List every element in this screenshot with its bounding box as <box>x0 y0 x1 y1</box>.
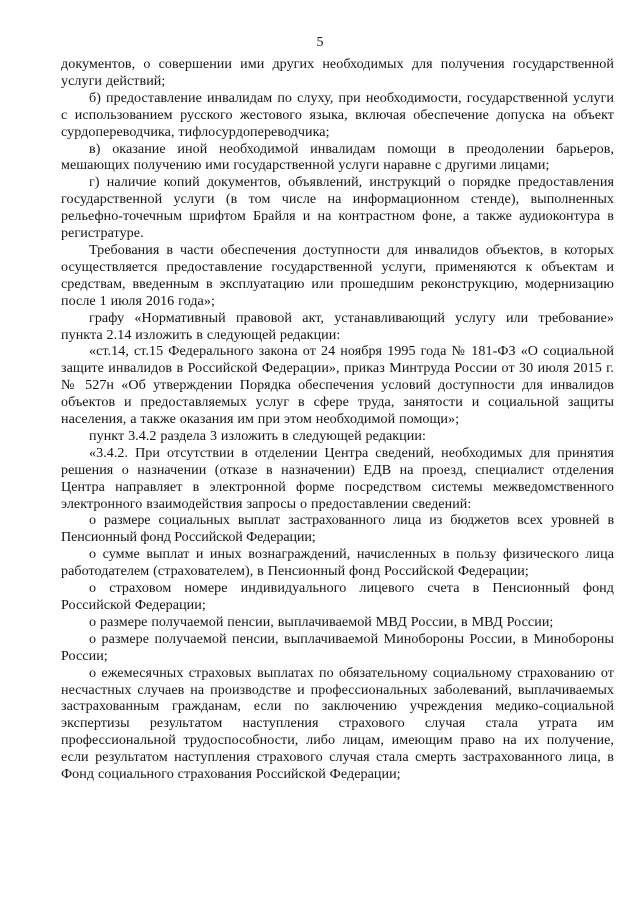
paragraph-request-defense-pension: о размере получаемой пенсии, выплачиваемой Минобороны России, в Минобороны России; <box>61 630 614 664</box>
paragraph-clause-3-4-2: «3.4.2. При отсутствии в отделении Центра сведений, необходимых для принятия решения о назначении (отказе в назначении) ЕДВ на проезд, специалист отделения Центра направляет в электронной форме посредством системы межведомственного электронного взаимодействия запросы о предоставлении сведений: <box>61 444 614 512</box>
paragraph-accessibility-requirements: Требования в части обеспечения доступности для инвалидов объектов, в которых осуществляется предоставление государственной услуги, применяются к объектам и средствам, введенным в эксплуатацию или прошедшим реконструкцию, модернизацию после 1 июля 2016 года»; <box>61 241 614 309</box>
paragraph-request-insurance-payments: о ежемесячных страховых выплатах по обязательному социальному страхованию от несчастных случаев на производстве и профессиональных заболеваний, выплачиваемых застрахованным гражданам, если по заключению учреждения медико-социальной экспертизы результатом наступления страхового случая стала утрата им профессиональной трудоспособности, либо лицам, имеющим право на их получение, если результатом наступления страхового случая стала смерть застрахованного лица, в Фонд социального страхования Российской Федерации; <box>61 664 614 783</box>
paragraph-legal-acts: «ст.14, ст.15 Федерального закона от 24 ноября 1995 года № 181-ФЗ «О социальной защите инвалидов в Российской Федерации», приказ Минтруда России от 30 июля 2015 г. № 527н «Об утверждении Порядка обеспечения условий доступности для инвалидов объектов и предоставляемых услуг в сфере труда, занятости и социальной защиты населения, а также оказания им при этом необходимой помощи»; <box>61 343 614 428</box>
paragraph-request-social-payments: о размере социальных выплат застрахованного лица из бюджетов всех уровней в Пенсионный фонд Российской Федерации; <box>61 512 614 546</box>
paragraph-request-mvd-pension: о размере получаемой пенсии, выплачиваемой МВД России, в МВД России; <box>89 613 554 630</box>
paragraph-documents-actions: документов, о совершении ими других необходимых для получения государственной услуги действий; <box>61 56 614 89</box>
page-number: 5 <box>316 35 324 50</box>
paragraph-item-b-sign-language: б) предоставление инвалидам по слуху, при необходимости, государственной услуги с использованием русского жестового языка, включая обеспечение допуска на объект сурдопереводчика, тифлосурдопереводчика; <box>61 89 614 140</box>
paragraph-item-g-braille: г) наличие копий документов, объявлений, инструкций о порядке предоставления государственной услуги (в том числе на информационном стенде), выполненных рельефно-точечным шрифтом Брайля и на контрастном фоне, а также аудиоконтура в регистратуре. <box>61 174 614 242</box>
paragraph-item-v-assistance: в) оказание иной необходимой инвалидам помощи в преодолении барьеров, мешающих получению ими государственной услуги наравне с другими лицами; <box>61 140 614 174</box>
paragraph-column-amendment: графу «Нормативный правовой акт, устанавливающий услугу или требование» пункта 2.14 изложить в следующей редакции: <box>61 309 614 343</box>
paragraph-request-insurance-number: о страховом номере индивидуального лицевого счета в Пенсионный фонд Российской Федерации; <box>61 580 614 613</box>
paragraph-clause-amendment: пункт 3.4.2 раздела 3 изложить в следующей редакции: <box>89 427 426 444</box>
paragraph-request-remuneration: о сумме выплат и иных вознаграждений, начисленных в пользу физического лица работодателем (страхователем), в Пенсионный фонд Российской Федерации; <box>61 546 614 580</box>
